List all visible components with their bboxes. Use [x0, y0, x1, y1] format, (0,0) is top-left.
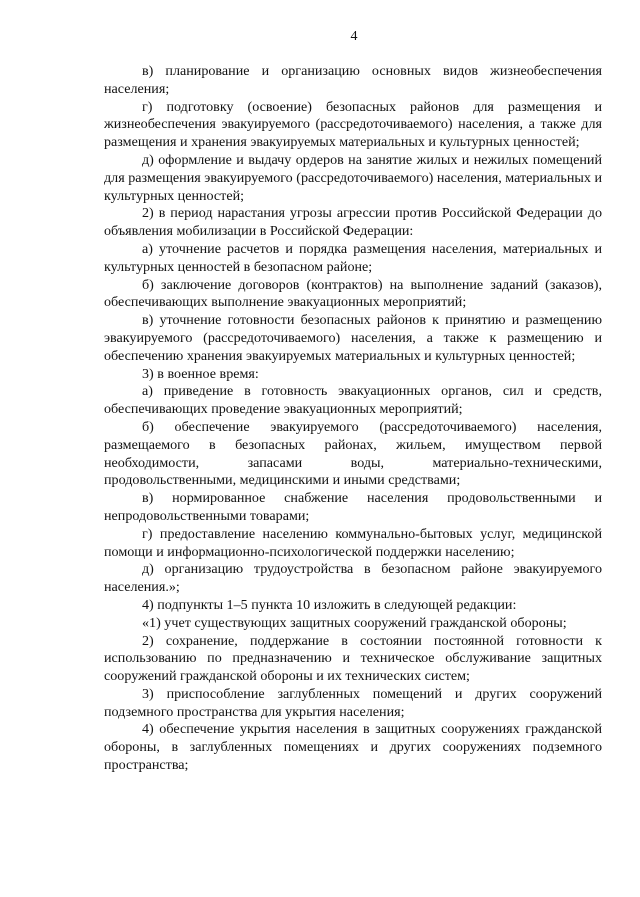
paragraph: а) приведение в готовность эвакуационных органов, сил и средств, обеспечивающих проведение эвакуационных мероприятий;	[104, 383, 602, 418]
paragraph: г) предоставление населению коммунально-бытовых услуг, медицинской помощи и информационно-психологической поддержки населению;	[104, 525, 602, 560]
paragraph: а) уточнение расчетов и порядка размещения населения, материальных и культурных ценностей в безопасном районе;	[104, 240, 602, 275]
paragraph: 3) приспособление заглубленных помещений и других сооружений подземного пространства для укрытия населения;	[104, 685, 602, 720]
paragraph: в) нормированное снабжение населения продовольственными и непродовольственными товарами;	[104, 490, 602, 524]
paragraph: 2) сохранение, поддержание в состоянии постоянной готовности к использованию по предназначению и техническое обслуживание защитных сооружений гражданской обороны и их технических систем;	[104, 632, 602, 685]
page-number: 4	[350, 29, 358, 44]
paragraph: д) оформление и выдачу ордеров на занятие жилых и нежилых помещений для размещения эвакуируемого (рассредоточиваемого) населения, материальных и культурных ценностей;	[104, 151, 602, 204]
paragraph: д) организацию трудоустройства в безопасном районе эвакуируемого населения.»;	[104, 561, 602, 596]
paragraph: б) заключение договоров (контрактов) на выполнение заданий (заказов), обеспечивающих выполнение эвакуационных мероприятий;	[104, 276, 602, 311]
paragraph: 4) обеспечение укрытия населения в защитных сооружениях гражданской обороны, в заглубленных помещениях и других сооружениях подземного пространства;	[104, 721, 602, 774]
paragraph: б) обеспечение эвакуируемого (рассредоточиваемого) населения, размещаемого в безопасных районах, жильем, имуществом первой необходимости, запасами воды, материально-техническими, продовольственными, медицинскими и иными средствами;	[104, 418, 602, 489]
paragraph: в) планирование и организацию основных видов жизнеобеспечения населения;	[104, 63, 602, 97]
paragraph: «1) учет существующих защитных сооружений гражданской обороны;	[142, 614, 567, 631]
paragraph: 4) подпункты 1–5 пункта 10 изложить в следующей редакции:	[142, 596, 517, 613]
paragraph: 3) в военное время:	[142, 365, 259, 382]
paragraph: г) подготовку (освоение) безопасных районов для размещения и жизнеобеспечения эвакуируемого (рассредоточиваемого) населения, а также для размещения и хранения эвакуируемых материальных и культурных ценностей;	[104, 98, 602, 151]
paragraph: 2) в период нарастания угрозы агрессии против Российской Федерации до объявления мобилизации в Российской Федерации:	[104, 205, 602, 240]
paragraph: в) уточнение готовности безопасных районов к принятию и размещению эвакуируемого (рассредоточиваемого) населения, а также к размещению и обеспечению хранения эвакуируемых материальных и культурных ценностей;	[104, 312, 602, 364]
document-page	[104, 28, 602, 775]
